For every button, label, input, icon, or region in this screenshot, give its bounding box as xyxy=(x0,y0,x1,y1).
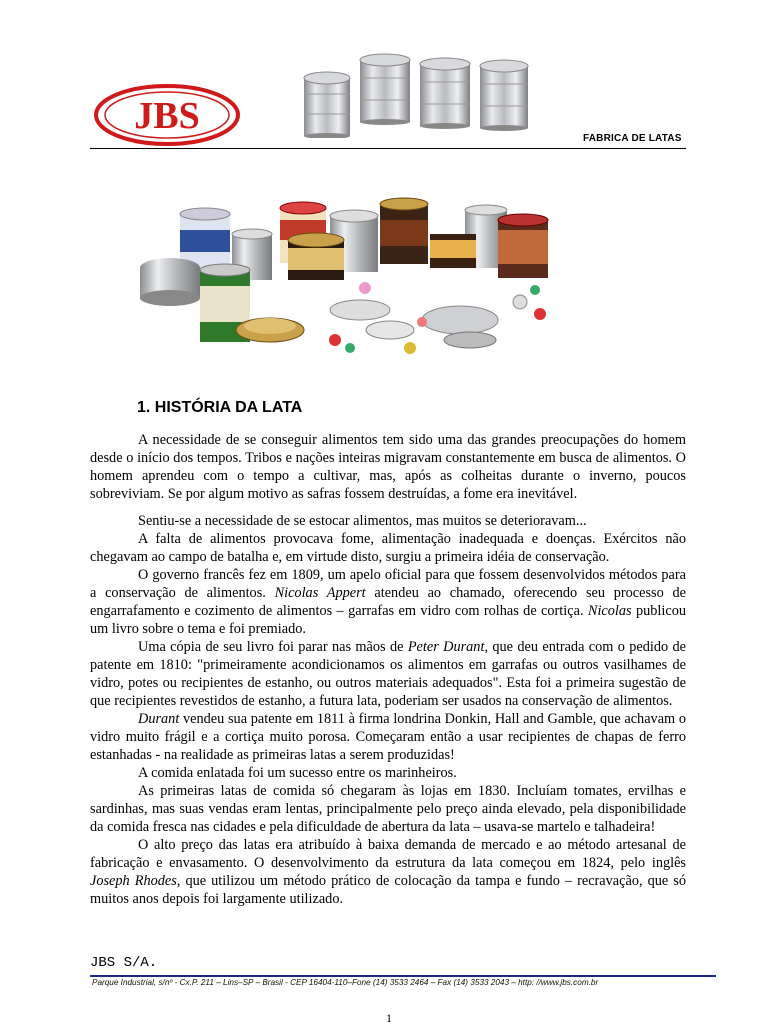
italic-name: Joseph Rhodes xyxy=(90,873,177,889)
text-run: vendeu sua patente em 1811 à firma londrina Donkin, Hall and Gamble, que achavam o vidro muito frágil e a cortiça muito porosa. Começaram então a usar recipientes de chapas de ferro estanhadas - na realidade as primeiras latas a serem produzidas! xyxy=(90,711,686,763)
footer-rule xyxy=(90,975,716,977)
svg-text:JBS: JBS xyxy=(134,95,200,137)
body-text xyxy=(90,431,686,908)
paragraph xyxy=(90,836,686,908)
text-run: O governo francês fez em 1809, um apelo oficial para que fossem desenvolvidos métodos para a conservação de alimentos. xyxy=(90,567,686,601)
jbs-logo xyxy=(92,80,242,150)
footer-address: Parque Industrial, s/nº - Cx.P. 211 – Lins–SP – Brasil - CEP 16404-110–Fone (14) 3533 2464 – Fax (14) 3533 2043 – http: //www.jbs.com.br xyxy=(92,978,599,987)
header-rule xyxy=(90,148,686,149)
header-cans-image xyxy=(300,44,570,138)
text-run: A falta de alimentos provocava fome, alimentação inadequada e doenças. Exércitos não chegavam ao campo de batalha e, em virtude disto, surgiu a primeira idéia de conservação. xyxy=(90,531,686,565)
paragraph xyxy=(90,638,686,710)
paragraph xyxy=(90,782,686,836)
italic-name: Nicolas Appert xyxy=(274,585,366,601)
italic-name: Nicolas xyxy=(587,603,632,619)
paragraph xyxy=(90,530,686,566)
paragraph xyxy=(90,431,686,503)
page-number: 1 xyxy=(386,1011,392,1025)
paragraph xyxy=(90,710,686,764)
text-run: publicou um livro sobre o tema e foi premiado. xyxy=(90,603,687,637)
section-title: 1. HISTÓRIA DA LATA xyxy=(137,399,303,416)
text-run: atendeu ao chamado, oferecendo seu processo de engarrafamento e cozimento de alimentos – garrafas em vidro com rolhas de cortiça. xyxy=(90,585,686,619)
paragraph xyxy=(90,764,686,782)
paragraph xyxy=(90,512,686,530)
italic-name: Peter Durant xyxy=(407,639,485,655)
company-name: JBS S/A. xyxy=(90,955,158,971)
paragraph xyxy=(90,566,686,638)
text-run: As primeiras latas de comida só chegaram às lojas em 1830. Incluíam tomates, ervilhas e sardinhas, mas suas vendas eram lentas, principalmente pelo preço ainda elevado, pela disponibilidade da comida fresca nas cidades e pela dificuldade de abertura da lata – usava-se martelo e talhadeira! xyxy=(90,783,686,835)
text-run: A necessidade de se conseguir alimentos tem sido uma das grandes preocupações do homem desde o início dos tempos. Tribos e nações inteiras migravam constantemente em busca de alimentos. O homem aprendeu com o tempo a cultivar, mas, após as colheitas durante o inverno, poucos sobreviviam. Se por algum motivo as safras fossem destruídas, a fome era inevitável. xyxy=(90,432,686,502)
text-run: A comida enlatada foi um sucesso entre os marinheiros. xyxy=(138,765,457,781)
text-run: , que utilizou um método prático de colocação da tampa e fundo – recravação, que só muitos anos depois foi largamente utilizado. xyxy=(90,873,686,907)
text-run: , que deu entrada com o pedido de patente em 1810: "primeiramente acondicionamos os alimentos em garrafas ou outros vasilhames de vidro, potes ou recipientes de estanho, ou outros materiais adequados". Esta foi a primeira sugestão de que recipientes revestidos de estanho, a futura lata, poderiam ser usados na conservação de alimentos. xyxy=(90,639,686,709)
text-run: O alto preço das latas era atribuído à baixa demanda de mercado e ao método artesanal de fabricação e envasamento. O desenvolvimento da estrutura da lata começou em 1824, pelo inglês xyxy=(90,837,686,871)
canned-products-image xyxy=(140,190,585,360)
header-label: FABRICA DE LATAS xyxy=(583,133,682,144)
text-run: Uma cópia de seu livro foi parar nas mãos de xyxy=(138,639,408,655)
text-run: Sentiu-se a necessidade de se estocar alimentos, mas muitos se deterioravam... xyxy=(138,513,587,529)
italic-name: Durant xyxy=(138,711,180,727)
